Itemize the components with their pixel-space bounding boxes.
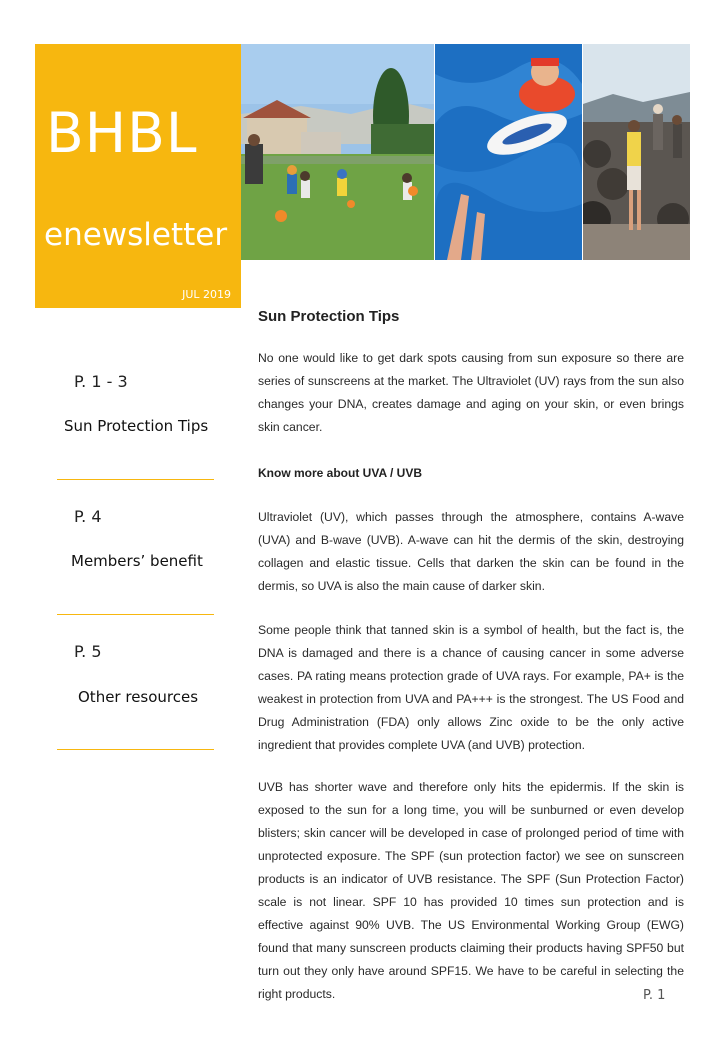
toc-title-1: Sun Protection Tips (64, 417, 209, 435)
masthead (35, 44, 241, 308)
article-title: Sun Protection Tips (258, 308, 400, 325)
page-number: P. 1 (643, 988, 666, 1003)
toc-divider (57, 479, 214, 480)
article-paragraph: Some people think that tanned skin is a symbol of health, but the fact is, the DNA is damaged and there is a chance of causing cancer in some adverse cases. PA rating means protection grade of UVA rays. For example, PA+ is the weakest in protection from UVA and PA+++ is the strongest. The US Food and Drug Administration (FDA) only allows Zinc oxide to be the only active ingredient that provides complete UVA (and UVB) protection. (258, 623, 684, 752)
photo-football-kids (241, 44, 434, 260)
toc-title-3: Other resources (78, 688, 199, 706)
article-paragraph: UVB has shorter wave and therefore only hits the epidermis. If the skin is exposed to the sun for a long time, you will be sunburned or even develop blisters; skin cancer will be developed in case of prolonged period of time with unprotected exposure. The SPF (sun protection factor) we see on sunscreen products is an indicator of UVB resistance. The SPF (Sun Protection Factor) scale is not linear. SPF 10 has provided 10 times sun protection and is effective against 90% UVB. The US Environmental Working Group (EWG) found that many sunscreen products claiming their products having SPF50 but turn out they only have around SPF15. We have to be careful in selecting the right products. (258, 780, 684, 1001)
issue-date: JUL 2019 (182, 288, 231, 301)
brand-subtitle: enewsletter (44, 217, 228, 253)
photo-hiking-trail (583, 44, 690, 260)
article-subheading: Know more about UVA / UVB (258, 466, 423, 480)
brand-title: BHBL (46, 101, 198, 165)
toc-title-2: Members’ benefit (71, 552, 203, 570)
toc-page-3: P. 5 (74, 642, 102, 661)
article-intro: No one would like to get dark spots causing from sun exposure so there are series of sunscreens at the market. The Ultraviolet (UV) rays from the sun also changes your DNA, creates damage and aging on your skin, or even brings skin cancer. (258, 351, 684, 434)
toc-page-1: P. 1 - 3 (74, 372, 128, 391)
toc-divider (57, 749, 214, 750)
toc-page-2: P. 4 (74, 507, 102, 526)
toc-divider (57, 614, 214, 615)
article-paragraph: Ultraviolet (UV), which passes through the atmosphere, contains A-wave (UVA) and B-wave (UVB). A-wave can hit the dermis of the skin, destroying collagen and elastic tissue. Cells that darken the skin can be found in the dermis, so UVA is also the main cause of darker skin. (258, 510, 684, 593)
photo-swimming-child (435, 44, 582, 260)
